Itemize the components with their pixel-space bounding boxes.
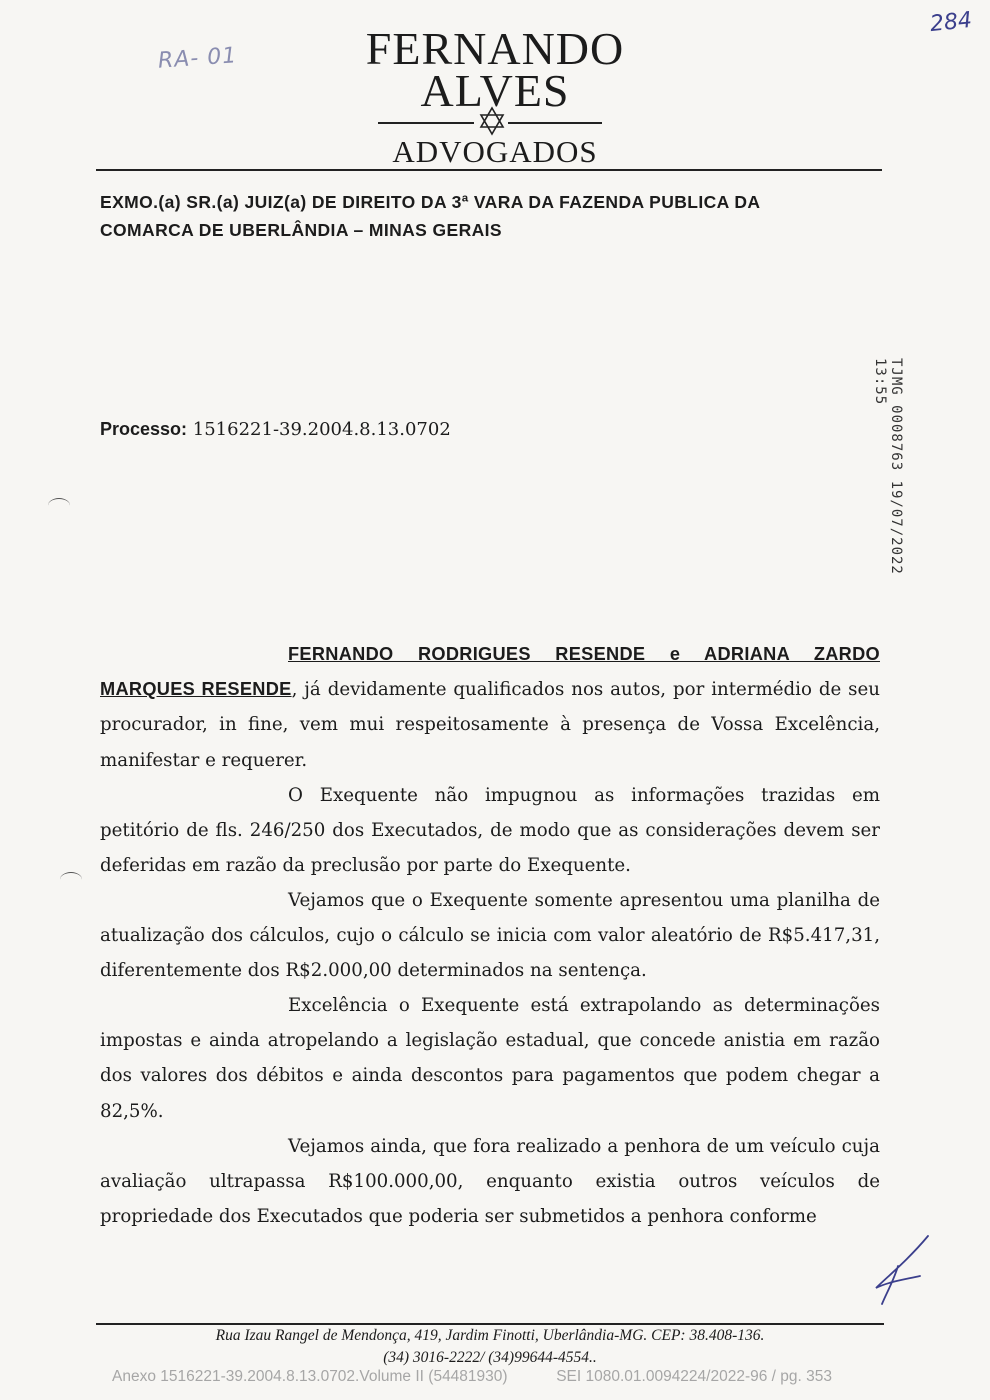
addressee-block [100,188,890,244]
star-of-david-icon [478,106,506,136]
logo-subtitle: ADVOGADOS [392,134,598,169]
paragraph-3-text: Vejamos que o Exequente somente apresentou uma planilha de atualização dos cálculos, cujo o cálculo se inicia com valor aleatório de R$5.417,31, diferentemente dos R$2.000,00 determinados na sentença. [100,890,880,982]
logo-rule-right [508,122,602,124]
annex-watermark [112,1368,892,1386]
annex-sei-page: SEI 1080.01.0094224/2022-96 / pg. 353 [556,1368,832,1385]
footer-address: Rua Izau Rangel de Mendonça, 419, Jardim Finotti, Uberlândia-MG. CEP: 38.408-136. [215,1327,765,1344]
footer-phones: (34) 3016-2222/ (34)99644-4554.. [383,1349,597,1366]
paragraph-1-text: , já devidamente qualificados nos autos, por intermédio de seu procurador, in fine, vem mui respeitosamente à presença de Vossa Excelência, manifestar e requerer. [100,679,880,771]
process-label: Processo: [100,419,188,439]
annex-reference: Anexo 1516221-39.2004.8.13.0702.Volume II (54481930) [112,1368,508,1385]
margin-mark [60,872,82,887]
logo-name-first: FERNANDO [365,23,625,74]
margin-mark [48,498,70,513]
addressee-line-1: EXMO.(a) SR.(a) JUIZ(a) DE DIREITO DA 3ª VARA DA FAZENDA PUBLICA DA [100,192,761,212]
header-divider [96,169,882,171]
court-stamp-text: TJMG 0008763 19/07/2022 13:55 [872,358,904,575]
footer-contact [96,1325,884,1369]
paragraph-2-text: O Exequente não impugnou as informações trazidas em petitório de fls. 246/250 dos Executados, de modo que as considerações devem ser deferidas em razão da preclusão por parte do Exequente. [100,785,880,877]
process-value: 1516221-39.2004.8.13.0702 [192,419,451,440]
paragraph-2 [100,778,880,884]
parties-names: FERNANDO RODRIGUES RESENDE e ADRIANA ZARDO MARQUES RESENDE [100,644,880,700]
handwritten-ra-mark: RA- 01 [157,43,239,74]
paragraph-3 [100,883,880,989]
signature-initial [868,1230,938,1310]
paragraph-4-text: Excelência o Exequente está extrapolando as determinações impostas e ainda atropelando a legislação estadual, que concede anistia em razão dos valores dos débitos e ainda descontos para pagamentos que podem chegar a 82,5%. [100,995,880,1122]
addressee-line-2: COMARCA DE UBERLÂNDIA – MINAS GERAIS [100,220,503,240]
paragraph-4 [100,988,880,1129]
paragraph-5 [100,1129,880,1235]
paragraph-1 [100,637,880,778]
court-stamp [872,358,904,603]
process-number [100,419,451,440]
logo-name-last: ALVES [420,65,570,116]
handwritten-page-number: 284 [928,7,974,38]
paragraph-5-text: Vejamos ainda, que fora realizado a penhora de um veículo cuja avaliação ultrapassa R$100.000,00, enquanto existia outros veículos de propriedade dos Executados que poderia ser submetidos a penhora conforme [100,1136,880,1228]
logo-rule-left [378,122,474,124]
